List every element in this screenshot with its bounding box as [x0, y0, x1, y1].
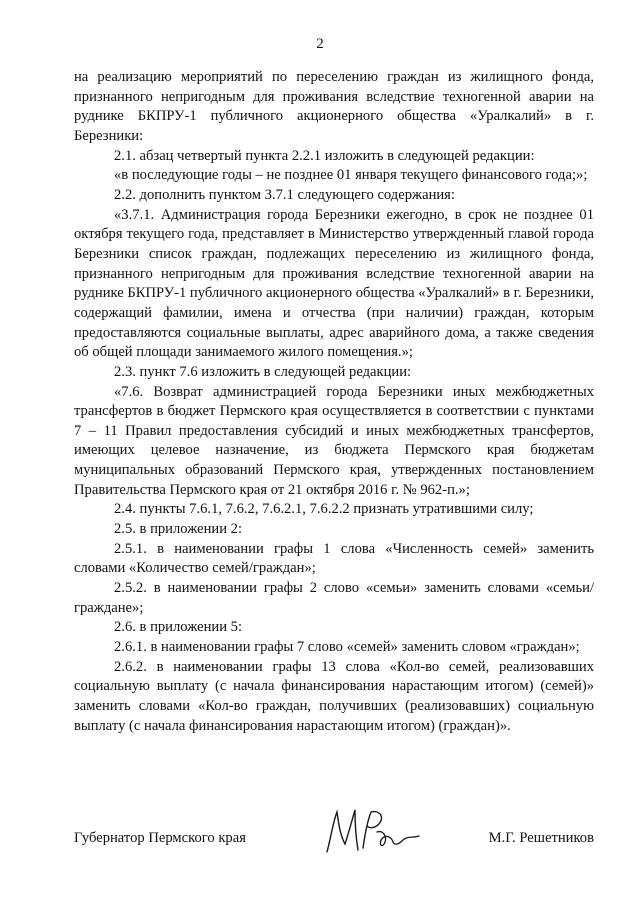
paragraph: 2.6. в приложении 5:	[114, 619, 243, 636]
paragraph: 2.2. дополнить пунктом 3.7.1 следующего содержания:	[114, 186, 455, 203]
paragraph: 2.3. пункт 7.6 изложить в следующей редакции:	[114, 363, 412, 380]
handwritten-signature	[319, 802, 429, 862]
paragraph: 2.4. пункты 7.6.1, 7.6.2, 7.6.2.1, 7.6.2.2 признать утратившими силу;	[114, 501, 534, 518]
paragraph: 2.6.2. в наименовании графы 13 слова «Кол-во семей, реализовавших социальную выплату (с начала финансирования нарастающим итогом) (семей)» заменить словами «Кол-во граждан, получивших (реализовавших) социальную выплату (с начала финансирования нарастающим итогом) (граждан)».	[74, 658, 594, 734]
signature-block	[74, 824, 594, 854]
signer-name: М.Г. Решетников	[488, 830, 594, 846]
paragraph: «3.7.1. Администрация города Березники ежегодно, в срок не позднее 01 октября текущего года, представляет в Министерство утвержденный главой города Березники список граждан, подлежащих переселению из жилищного фонда, признанного непригодным для проживания вследствие техногенной аварии на руднике БКПРУ-1 публичного акционерного общества «Уралкалий» в г. Березники, содержащий фамилии, имена и отчества (при наличии) граждан, которым предоставляются социальные выплаты, адрес аварийного дома, а также сведения об общей площади занимаемого жилого помещения.»;	[74, 206, 594, 361]
paragraph: 2.5.2. в наименовании графы 2 слово «семьи» заменить словами «семьи/граждане»;	[74, 580, 594, 616]
document-body	[74, 68, 594, 736]
paragraph: на реализацию мероприятий по переселению граждан из жилищного фонда, признанного непригодным для проживания вследствие техногенной аварии на руднике БКПРУ-1 публичного акционерного общества «Уралкалий» в г. Березники:	[74, 69, 594, 144]
paragraph: «7.6. Возврат администрацией города Березники иных межбюджетных трансфертов в бюджет Пермского края осуществляется в соответствии с пунктами 7 – 11 Правил предоставления субсидий и иных межбюджетных трансфертов, имеющих целевое назначение, из бюджета Пермского края бюджетам муниципальных образований Пермского края, утвержденных постановлением Правительства Пермского края от 21 октября 2016 г. № 962-п.»;	[74, 383, 594, 498]
signer-position: Губернатор Пермского края	[74, 830, 246, 846]
paragraph: «в последующие годы – не позднее 01 января текущего финансового года;»;	[114, 167, 588, 184]
paragraph: 2.5. в приложении 2:	[114, 521, 243, 538]
paragraph: 2.6.1. в наименовании графы 7 слово «семей» заменить словом «граждан»;	[114, 639, 580, 656]
page-number: 2	[316, 36, 324, 52]
paragraph: 2.5.1. в наименовании графы 1 слова «Численность семей» заменить словами «Количество семей/граждан»;	[74, 540, 594, 577]
paragraph: 2.1. абзац четвертый пункта 2.2.1 изложить в следующей редакции:	[114, 147, 535, 164]
